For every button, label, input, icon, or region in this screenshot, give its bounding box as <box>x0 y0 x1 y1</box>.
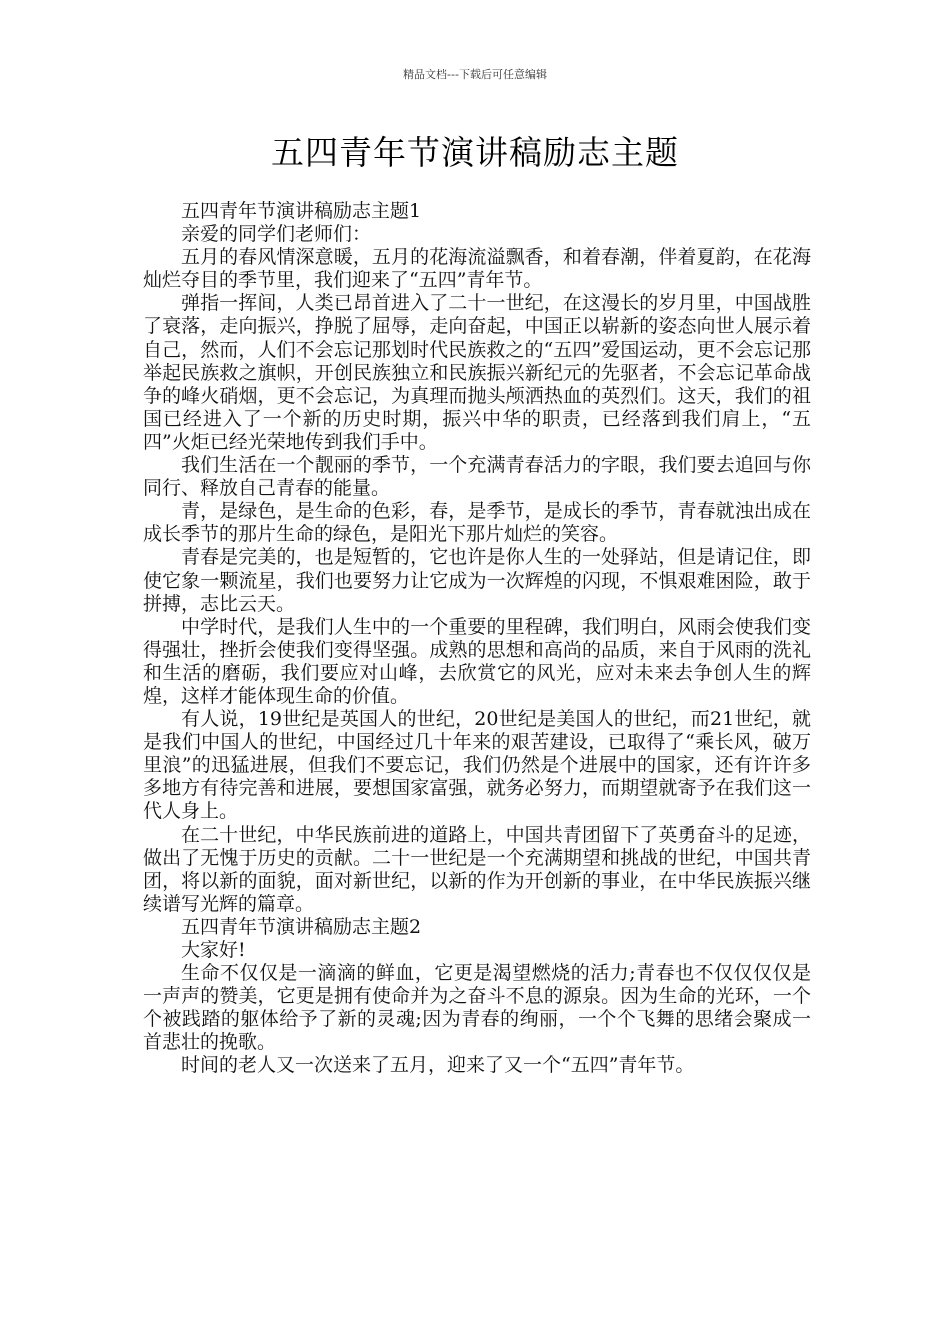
paragraph: 五月的春风情深意暖，五月的花海流溢飘香，和着春潮，伴着夏韵，在花海灿烂夺目的季节里，我们迎来了“五四”青年节。 <box>143 246 811 292</box>
paragraph: 五四青年节演讲稿励志主题1 <box>181 200 422 222</box>
paragraph: 弹指一挥间，人类已昂首进入了二十一世纪，在这漫长的岁月里，中国战胜了衰落，走向振兴，挣脱了屈辱，走向奋起，中国正以崭新的姿态向世人展示着自己，然而，人们不会忘记那划时代民族救之的“五四”爱国运动，更不会忘记那举起民族救之旗帜，开创民族独立和民族振兴新纪元的先驱者，不会忘记革命战争的峰火硝烟，更不会忘记，为真理而抛头颅洒热血的英烈们。这天，我们的祖国已经进入了一个新的历史时期，振兴中华的职责，已经落到我们肩上，“五四”火炬已经光荣地传到我们手中。 <box>143 292 811 453</box>
paragraph: 我们生活在一个靓丽的季节，一个充满青春活力的字眼，我们要去追回与你同行、释放自己青春的能量。 <box>143 454 811 500</box>
page-header: 精品文档---下载后可任意编辑 <box>403 68 547 81</box>
paragraph: 青春是完美的，也是短暂的，它也许是你人生的一处驿站，但是请记住，即使它象一颗流星，我们也要努力让它成为一次辉煌的闪现，不惧艰难困险，敢于拼搏，志比云天。 <box>143 546 811 615</box>
paragraph: 在二十世纪，中华民族前进的道路上，中国共青团留下了英勇奋斗的足迹，做出了无愧于历史的贡献。二十一世纪是一个充满期望和挑战的世纪，中国共青团，将以新的面貌，面对新世纪，以新的作为开创新的事业，在中华民族振兴继续谱写光辉的篇章。 <box>143 823 811 915</box>
paragraph: 五四青年节演讲稿励志主题2 <box>181 915 422 938</box>
document-body <box>143 200 811 1078</box>
paragraph: 亲爱的同学们老师们： <box>181 223 372 246</box>
document-title: 五四青年节演讲稿励志主题 <box>271 133 679 172</box>
paragraph: 大家好! <box>181 939 246 961</box>
paragraph: 生命不仅仅是一滴滴的鲜血，它更是渴望燃烧的活力;青春也不仅仅仅仅是一声声的赞美，它更是拥有使命并为之奋斗不息的源泉。因为生命的光环，一个个被践踏的躯体给予了新的灵魂;因为青春的绚丽，一个个飞舞的思绪会聚成一首悲壮的挽歌。 <box>143 962 811 1054</box>
paragraph: 青，是绿色，是生命的色彩，春，是季节，是成长的季节，青春就浊出成在成长季节的那片生命的绿色，是阳光下那片灿烂的笑容。 <box>143 500 811 546</box>
paragraph: 时间的老人又一次送来了五月，迎来了又一个“五四”青年节。 <box>181 1054 695 1077</box>
paragraph: 中学时代，是我们人生中的一个重要的里程碑，我们明白，风雨会使我们变得强壮，挫折会使我们变得坚强。成熟的思想和高尚的品质，来自于风雨的洗礼和生活的磨砺，我们要应对山峰，去欣赏它的风光，应对未来去争创人生的辉煌，这样才能体现生命的价值。 <box>143 615 811 707</box>
paragraph: 有人说，19世纪是英国人的世纪，20世纪是美国人的世纪，而21世纪，就是我们中国人的世纪，中国经过几十年来的艰苦建设，已取得了“乘长风，破万里浪”的迅猛进展，但我们不要忘记，我们仍然是个进展中的国家，还有许许多多地方有待完善和进展，要想国家富强，就务必努力，而期望就寄予在我们这一代人身上。 <box>143 708 811 823</box>
